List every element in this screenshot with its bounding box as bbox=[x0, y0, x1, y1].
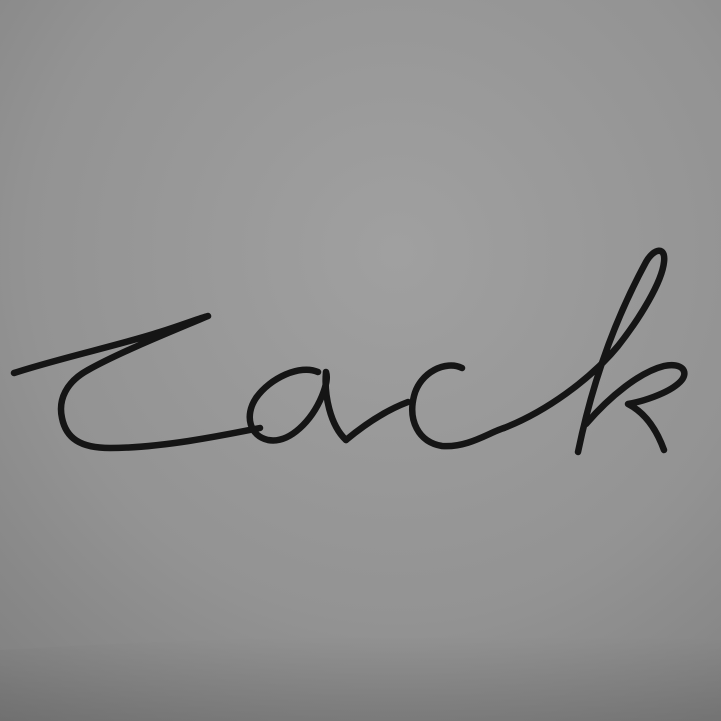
page-edge-shadow bbox=[0, 636, 721, 721]
